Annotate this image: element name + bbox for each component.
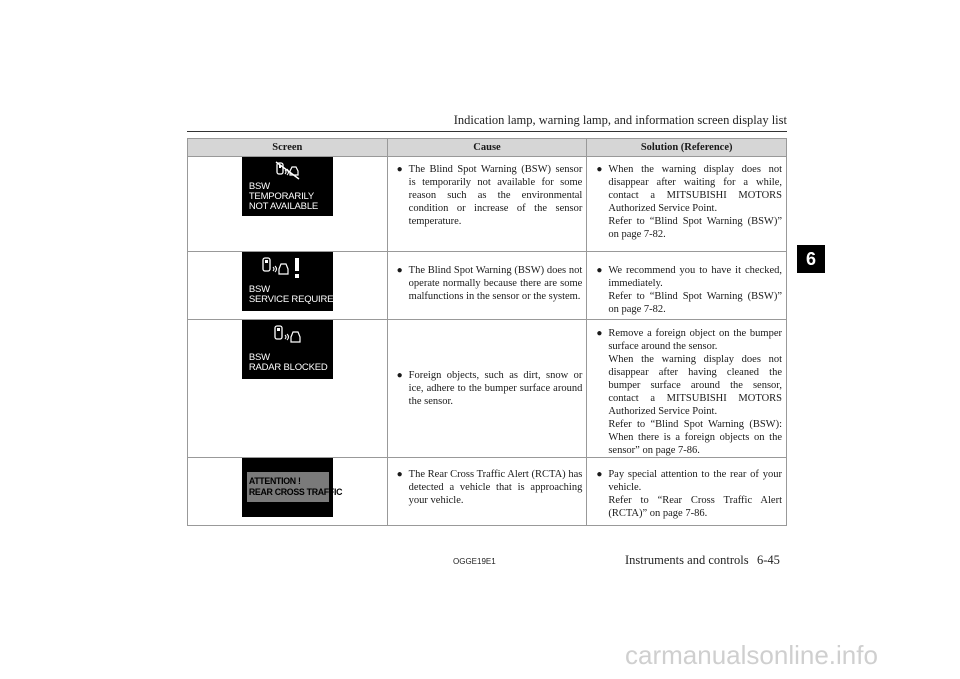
- column-header-cause: Cause: [387, 139, 587, 157]
- bullet-dot-icon: ●: [596, 164, 603, 175]
- solution-text: We recommend you to have it checked, immediately. Refer to “Blind Spot Warning (BSW)” on page 7-82.: [608, 265, 782, 315]
- cause-cell: [387, 320, 587, 458]
- rcta-attention-display: [242, 458, 343, 517]
- display-line: ATTENTION !: [248, 476, 301, 486]
- screen-cell: [188, 252, 388, 320]
- display-line: SERVICE REQUIRED: [248, 294, 340, 305]
- attention-banner: [247, 472, 343, 502]
- footer-section-title: Instruments and controls: [625, 553, 749, 567]
- header-rule: [187, 131, 787, 132]
- display-line: NOT AVAILABLE: [248, 201, 319, 212]
- cause-bullet: [397, 163, 583, 228]
- display-line: TEMPORARILY: [248, 191, 315, 202]
- table-row: [188, 320, 787, 458]
- solution-bullet: [596, 468, 782, 520]
- cause-text: The Rear Cross Traffic Alert (RCTA) has detected a vehicle that is approaching your vehicle.: [408, 469, 583, 506]
- watermark-text: carmanualsonline.info: [625, 640, 878, 670]
- solution-text: Pay special attention to the rear of your vehicle. Refer to “Rear Cross Traffic Alert (RCTA)” on page 7-86.: [608, 469, 782, 519]
- chapter-tab: 6: [797, 245, 825, 273]
- bsw-temporarily-unavailable-display: [242, 157, 333, 216]
- solution-text: When the warning display does not disappear after waiting for a while, contact a MITSUBISHI MOTORS Authorized Service Point. Refer to “Blind Spot Warning (BSW)” on page 7-82.: [608, 164, 782, 240]
- cause-bullet: [397, 369, 583, 408]
- screen-cell: [188, 157, 388, 252]
- cause-bullet: [397, 468, 583, 507]
- table-header-row: [188, 139, 787, 157]
- display-list-table: [187, 138, 787, 526]
- display-line: REAR CROSS TRAFFIC: [248, 487, 343, 497]
- cause-bullet: [397, 264, 583, 303]
- solution-cell: [587, 157, 787, 252]
- solution-bullet: [596, 264, 782, 316]
- bullet-dot-icon: ●: [596, 469, 603, 480]
- cause-text: The Blind Spot Warning (BSW) does not operate normally because there are some malfunctions in the sensor or the system.: [408, 265, 583, 302]
- bullet-dot-icon: ●: [596, 328, 603, 339]
- column-header-solution: Solution (Reference): [587, 139, 787, 157]
- column-header-screen: Screen: [188, 139, 388, 157]
- table-row: [188, 252, 787, 320]
- screen-cell: [188, 458, 388, 526]
- document-code: OGGE19E1: [453, 557, 496, 566]
- display-line: BSW: [248, 284, 270, 295]
- solution-cell: [587, 458, 787, 526]
- bullet-dot-icon: ●: [396, 469, 403, 480]
- bullet-dot-icon: ●: [396, 370, 403, 381]
- bullet-dot-icon: ●: [396, 265, 403, 276]
- cause-text: The Blind Spot Warning (BSW) sensor is temporarily not available for some reason such as the environmental condition or increase of the sensor temperature.: [408, 164, 583, 227]
- cause-cell: [387, 252, 587, 320]
- display-line: BSW: [248, 181, 270, 192]
- bullet-dot-icon: ●: [396, 164, 403, 175]
- bsw-radar-blocked-display: [242, 320, 333, 379]
- solution-cell: [587, 252, 787, 320]
- solution-text: Remove a foreign object on the bumper surface around the sensor. When the warning display does not disappear after having cleaned the bumper surface around the sensor, contact a MITSUBISHI MOTORS Authorized Service Point. Refer to “Blind Spot Warning (BSW): When there is a foreign objects on the sensor” on page 7-86.: [608, 328, 782, 456]
- solution-bullet: [596, 163, 782, 241]
- bsw-sensor-warning-icon: [260, 256, 305, 280]
- page-number: 6-45: [757, 553, 780, 567]
- display-line: RADAR BLOCKED: [248, 362, 328, 373]
- solution-cell: [587, 320, 787, 458]
- solution-bullet: [596, 327, 782, 457]
- bsw-sensor-icon: [272, 324, 306, 348]
- cause-cell: [387, 157, 587, 252]
- bsw-service-required-display: [242, 252, 340, 311]
- table-row: [188, 157, 787, 252]
- screen-cell: [188, 320, 388, 458]
- cause-cell: [387, 458, 587, 526]
- cause-text: Foreign objects, such as dirt, snow or ice, adhere to the bumper surface around the sensor.: [408, 370, 583, 407]
- table-row: [188, 458, 787, 526]
- bullet-dot-icon: ●: [596, 265, 603, 276]
- bsw-crossed-sensor-icon: [274, 161, 302, 181]
- page-header-title: Indication lamp, warning lamp, and information screen display list: [453, 113, 787, 127]
- display-line: BSW: [248, 352, 270, 363]
